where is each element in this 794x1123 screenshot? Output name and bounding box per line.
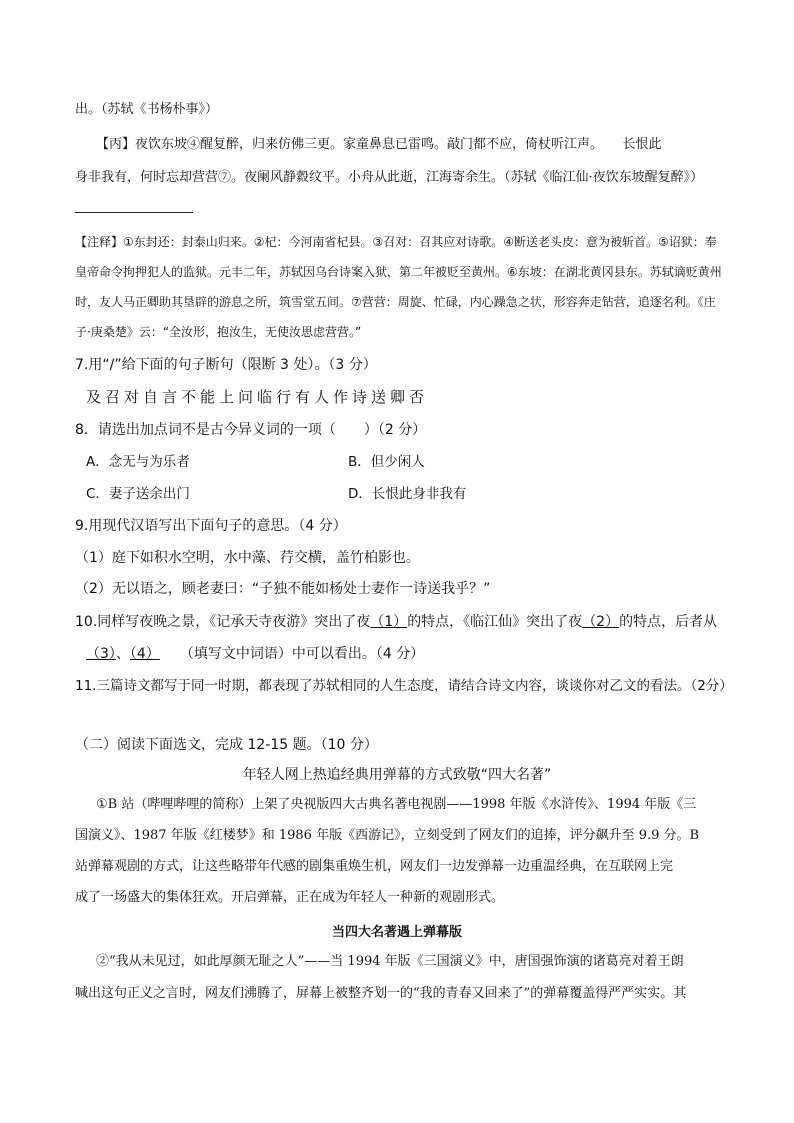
section-2-heading: （二）阅读下面选文，完成 12-15 题。（10 分） [75,737,378,753]
article-title: 年轻人网上热追经典用弹幕的方式致敬“四大名著” [242,767,552,783]
note-line: 【注释】①东封还：封泰山归来。②杞：今河南省杞县。③召对：召其应对诗歌。④断送老头皮：意为被斩首。⑤诏狱：奉 [75,235,717,249]
blank-1: （1） [370,614,408,630]
paragraph-line: ②“我从未见过，如此厚颜无耻之人”——当 1994 年版《三国演义》中，唐国强饰演的诸葛亮对着王朗 [96,954,684,969]
blank-2: （2） [582,614,620,630]
paragraph-line: 国演义》、1987 年版《红楼梦》和 1986 年版《西游记》，立刻受到了网友们的追捧，评分飙升至 9.9 分。B [75,828,700,843]
subheading: 当四大名著遇上弹幕版 [331,925,462,940]
question-9-item-2: （2）无以语之，顾老妻曰：“子独不能如杨处士妻作一诗送我乎？” [75,581,491,597]
paragraph-line: 喊出这句正义之言时，网友们沸腾了，屏幕上被整齐划一的“我的青春又回来了”的弹幕覆盖得严严实实。其 [75,986,687,1001]
paragraph-line: 站弹幕观剧的方式，让这些略带年代感的剧集重焕生机，网友们一边发弹幕一边重温经典，在互联网上完 [75,859,674,874]
option-d: D．长恨此身非我有 [348,486,467,502]
footnote-divider [75,212,193,213]
q10-text: 10.同样写夜晚之景，《记承天寺夜游》突出了夜 [75,614,371,630]
text-line: 身非我有，何时忘却营营⑦。夜阑风静縠纹平。小舟从此逝，江海寄余生。（苏轼《临江仙·夜饮东坡醒复醉》） [75,170,704,185]
sentence-to-punctuate: 及召对自言不能上问临行有人作诗送卿否 [86,388,429,406]
q10-text: （填写文中词语）中可以看出。（4 分） [179,646,425,662]
option-b: B．但少闲人 [348,454,425,470]
question-8: 8．请选出加点词不是古今异义词的一项（ ）（2 分） [75,422,427,438]
blank-3: （3） [86,646,116,662]
question-11: 11.三篇诗文都写于同一时期，都表现了苏轼相同的人生态度，请结合诗文内容，谈谈你对乙文的看法。（2分） [75,678,733,694]
option-a: A．念无与为乐者 [86,454,190,470]
question-10-line-1 [75,612,717,632]
note-line: 皇帝命令拘押犯人的监狱。元丰二年，苏轼因乌台诗案入狱，第二年被贬至黄州。⑥东坡：在湖北黄冈县东。苏轼谪贬黄州 [75,265,722,279]
text-line: 出。（苏轼《书杨朴事》） [75,102,219,117]
q10-sep: 、 [115,646,130,662]
paragraph-line: ①B 站（哔哩哔哩的简称）上架了央视版四大古典名著电视剧——1998 年版《水浒传》、1994 年版《三 [96,797,697,812]
option-c: C．妻子送余出门 [86,486,190,502]
question-9: 9.用现代汉语写出下面句子的意思。（4 分） [75,518,347,534]
note-line: 子·庚桑楚》云：“全汝形，抱汝生，无使汝思虑营营。” [75,325,362,339]
q10-text: 的特点，《临江仙》突出了夜 [407,614,583,630]
question-9-item-1: （1）庭下如积水空明，水中藻、荇交横，盖竹柏影也。 [75,550,420,566]
question-7: 7.用“/”给下面的句子断句（限断 3 处）。（3 分） [75,357,377,373]
question-10-line-2 [86,644,424,664]
q10-text: 的特点，后者从 [619,614,718,630]
paragraph-line: 成了一场盛大的集体狂欢。开启弹幕，正在成为年轻人一种新的观剧形式。 [75,890,505,905]
text-line: 【丙】夜饮东坡④醒复醉，归来仿佛三更。家童鼻息已雷鸣。敲门都不应，倚杖听江声。 长恨此 [96,137,662,152]
note-line: 时，友人马正卿助其垦辟的游息之所，筑雪堂五间。⑦营营：周旋、忙碌，内心躁急之状，形容奔走钻营，追逐名利。《庄 [75,295,716,309]
blank-4: （4） [129,646,160,662]
